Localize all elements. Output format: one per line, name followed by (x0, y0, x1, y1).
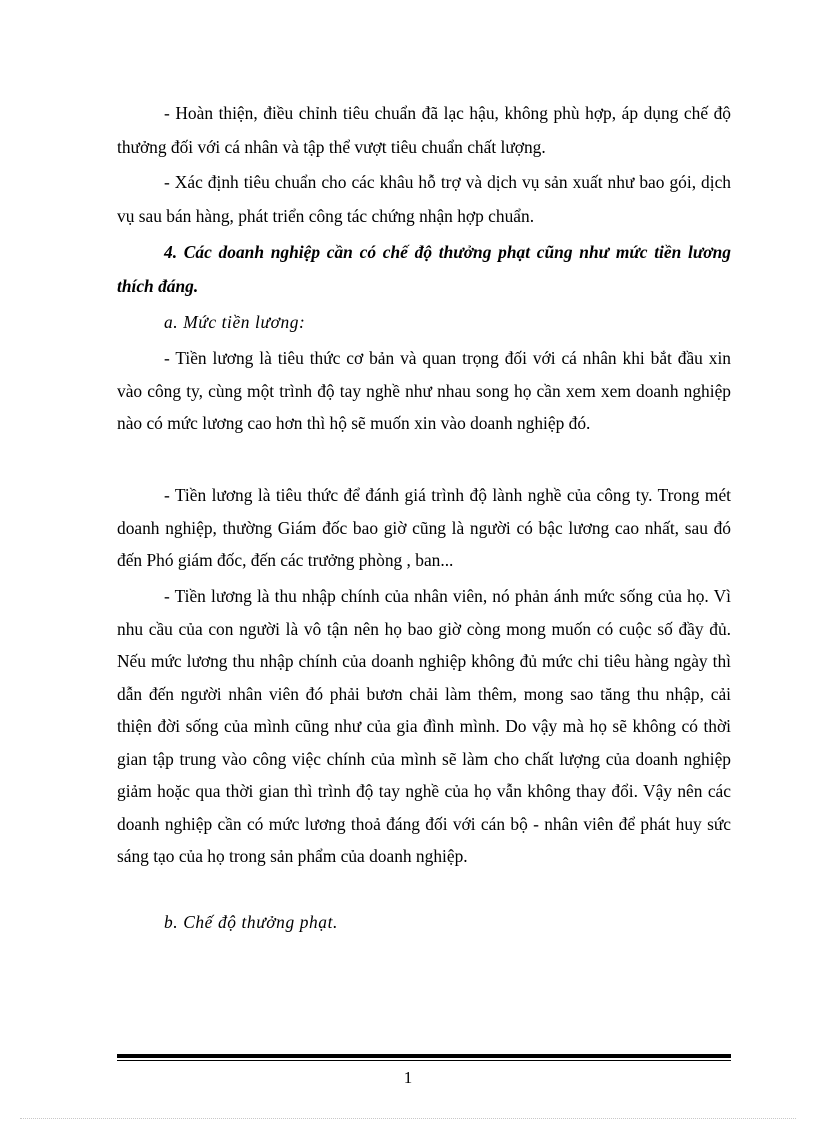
footer-rule-thin (117, 1060, 731, 1061)
paragraph-support-standards: - Xác định tiêu chuẩn cho các khâu hỗ trợ và dịch vụ sản xuất như bao gói, dịch vụ sau bán hàng, phát triển công tác chứng nhận hợp chuẩn. (117, 172, 731, 226)
subheading-b-rewards: b. Chế độ thưởng phạt. (164, 912, 338, 932)
page-number: 1 (403, 1068, 413, 1087)
paragraph-salary-basic: - Tiền lương là tiêu thức cơ bản và quan trọng đối với cá nhân khi bắt đầu xin vào công ty, cùng một trình độ tay nghề như nhau song họ cần xem xem doanh nghiệp nào có mức lương cao hơn thì hộ sẽ muốn xin vào doanh nghiệp đó. (117, 348, 731, 433)
page-boundary-line (20, 1118, 796, 1119)
footer-rule-thick (117, 1054, 731, 1058)
subheading-a-salary: a. Mức tiền lương: (164, 312, 306, 332)
paragraph-standards-revision: - Hoàn thiện, điều chỉnh tiêu chuẩn đã lạc hậu, không phù hợp, áp dụng chế độ thưởng đối với cá nhân và tập thể vượt tiêu chuẩn chất lượng. (117, 103, 731, 157)
paragraph-salary-income: - Tiền lương là thu nhập chính của nhân viên, nó phản ánh mức sống của họ. Vì nhu cầu của con người là vô tận nên họ bao giờ còng mong muốn có cuộc số đầy đủ. Nếu mức lương thu nhập chính của doanh nghiệp không đủ mức chi tiêu hàng ngày thì dẫn đến người nhân viên đó phải bươn chải làm thêm, mong sao tăng thu nhập, cải thiện đời sống của mình cũng như của gia đình mình. Do vậy mà họ sẽ không có thời gian tập trung vào công việc chính của mình sẽ làm cho chất lượng của doanh nghiệp giảm hoặc qua thời gian thì trình độ tay nghề của họ vẫn không thay đổi. Vậy nên các doanh nghiệp cần có mức lương thoả đáng đối với cán bộ - nhân viên để phát huy sức sáng tạo của họ trong sản phẩm của doanh nghiệp. (117, 586, 731, 866)
paragraph-salary-skill: - Tiền lương là tiêu thức để đánh giá trình độ lành nghề của công ty. Trong mét doanh nghiệp, thường Giám đốc bao giờ cũng là người có bậc lương cao nhất, sau đó đến Phó giám đốc, đến các trưởng phòng , ban... (117, 485, 731, 570)
section-heading-4: 4. Các doanh nghiệp cần có chế độ thưởng phạt cũng như mức tiền lương thích đáng. (117, 242, 731, 296)
